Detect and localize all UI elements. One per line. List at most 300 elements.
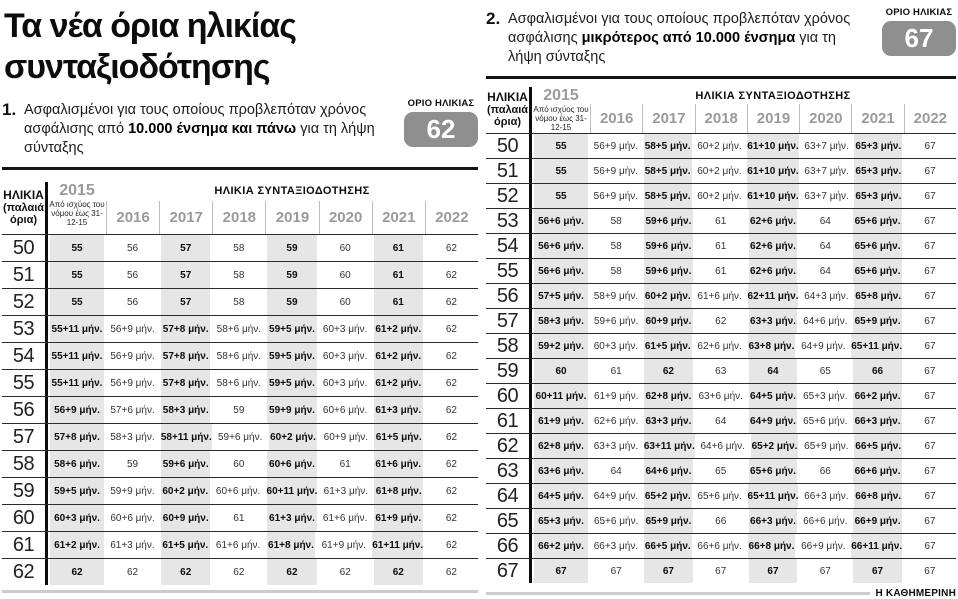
value-cell: 63+3 μήν. (593, 440, 639, 452)
value-cell: 63+7 μήν. (804, 140, 849, 152)
table-row (486, 333, 956, 358)
table-row (486, 483, 956, 508)
value-cell: 58 (610, 215, 622, 227)
value-cell: 61+6 μήν. (697, 290, 742, 302)
value-cell: 66+5 μήν. (642, 534, 694, 558)
age-cell: 67 (486, 559, 532, 583)
value-cell: 62 (445, 512, 457, 524)
note-text-bold: μικρότερος από 10.000 ένσημα (581, 30, 796, 46)
age-limit-badge: 67 (882, 21, 956, 56)
value-cell: 62 (127, 566, 139, 578)
age-cell: 51 (486, 159, 532, 183)
value-cell: 59+6 μήν. (593, 315, 639, 327)
value-cell: 62 (445, 350, 457, 362)
table-row (2, 234, 478, 261)
value-cell: 65+9 μήν. (642, 509, 694, 533)
value-cell: 61+3 μήν. (265, 505, 318, 531)
year-header: 2019 (747, 104, 799, 133)
value-cell: 59+6 μήν. (159, 451, 212, 477)
age-cell: 61 (2, 532, 48, 558)
table-row (2, 369, 478, 396)
value-cell: 56+9 μήν. (593, 165, 639, 177)
value-cell: 67 (924, 240, 936, 252)
value-cell: 66 (851, 359, 903, 383)
table-row (486, 133, 956, 158)
age-limit-badge: 62 (404, 112, 478, 147)
age-cell: 58 (2, 451, 48, 477)
table-row (486, 258, 956, 283)
value-cell: 56 (127, 242, 139, 254)
value-cell: 58+5 μήν. (642, 134, 694, 158)
value-cell: 65+9 μήν. (851, 309, 903, 333)
value-cell: 59+5 μήν. (48, 478, 106, 504)
value-cell: 58+3 μήν. (110, 431, 155, 443)
value-cell: 62 (715, 315, 727, 327)
value-cell: 55 (48, 235, 106, 261)
age-cell: 62 (2, 559, 48, 585)
value-cell: 64 (747, 359, 799, 383)
age-cell: 57 (2, 424, 48, 450)
year-header: 2016 (590, 104, 642, 133)
value-cell: 66+3 μήν. (593, 540, 639, 552)
value-cell: 67 (924, 190, 936, 202)
value-cell: 60+9 μήν. (159, 505, 212, 531)
note-2-text (508, 10, 870, 67)
year-header: 2017 (642, 104, 694, 133)
age-cell: 61 (486, 409, 532, 433)
value-cell: 67 (924, 290, 936, 302)
value-cell: 61+2 μήν. (372, 316, 425, 342)
value-cell: 65+6 μήν. (851, 259, 903, 283)
note-1 (2, 98, 478, 170)
note-text-segment: Ασφαλισμένοι για τους οποίους προβλεπόταν χρόνος ασφάλισης (508, 11, 851, 46)
value-cell: 57 (159, 235, 212, 261)
value-cell: 66+11 μήν. (849, 534, 904, 558)
value-cell: 61+2 μήν. (372, 370, 425, 396)
value-cell: 66 (715, 515, 727, 527)
note-2 (486, 7, 956, 79)
value-cell: 56+9 μήν. (593, 190, 639, 202)
value-cell: 55 (532, 159, 590, 183)
value-cell: 62 (233, 566, 245, 578)
value-cell: 59 (127, 458, 139, 470)
table-row (2, 531, 478, 558)
value-cell: 58+6 μήν. (216, 377, 262, 389)
value-cell: 64+5 μήν. (747, 384, 799, 408)
value-cell: 65+9 μήν. (804, 440, 849, 452)
value-cell: 58+3 μήν. (532, 309, 590, 333)
value-cell: 62 (445, 458, 457, 470)
value-cell: 64+9 μήν. (747, 409, 799, 433)
year-header: 2016 (106, 201, 159, 234)
table-row (486, 433, 956, 458)
value-cell: 61+5 μήν. (372, 424, 425, 450)
year-2015-label: 2015 (543, 87, 579, 104)
value-cell: 60+3 μήν. (322, 377, 368, 389)
value-cell: 57+5 μήν. (532, 284, 590, 308)
value-cell: 65+6 μήν. (851, 234, 903, 258)
year-header: 2020 (799, 104, 851, 133)
value-cell: 62 (445, 377, 457, 389)
note-text-segment: Ασφαλισμένοι για τους οποίους προβλεπόταν χρόνος ασφάλισης από (24, 102, 367, 137)
value-cell: 63+7 μήν. (804, 190, 849, 202)
age-cell: 52 (486, 184, 532, 208)
value-cell: 65 (819, 365, 831, 377)
value-cell: 62+6 μήν. (747, 209, 799, 233)
value-cell: 60+3 μήν. (48, 505, 106, 531)
value-cell: 58+3 μήν. (159, 397, 212, 423)
value-cell: 59 (265, 262, 318, 288)
col-2015-header (48, 182, 106, 234)
value-cell: 60+3 μήν. (593, 340, 639, 352)
year-header: 2022 (425, 201, 478, 234)
page-title: Τα νέα όρια ηλικίας συνταξιοδότησης (4, 7, 296, 86)
value-cell: 60+2 μήν. (642, 284, 694, 308)
table-header (2, 182, 478, 234)
value-cell: 55+11 μήν. (48, 343, 106, 369)
year-header: 2018 (212, 201, 265, 234)
value-cell: 60+2 μήν. (159, 478, 212, 504)
table-row (486, 308, 956, 333)
value-cell: 61+5 μήν. (642, 334, 694, 358)
value-cell: 58+6 μήν. (216, 350, 262, 362)
value-cell: 62+11 μήν. (746, 284, 801, 308)
value-cell: 60+6 μήν. (322, 404, 368, 416)
value-cell: 61+8 μήν. (372, 478, 425, 504)
value-cell: 61+5 μήν. (159, 532, 212, 558)
value-cell: 62 (642, 359, 694, 383)
credit: Η ΚΑΘΗΜΕΡΙΝΗ (875, 588, 956, 599)
value-cell: 66+5 μήν. (852, 434, 904, 458)
age-header-line2: (παλαιά όρια) (2, 201, 45, 226)
panel-table-1 (0, 0, 478, 598)
value-cell: 59+6 μήν. (642, 234, 694, 258)
table-row (486, 533, 956, 558)
table-row (486, 508, 956, 533)
table-row (486, 208, 956, 233)
value-cell: 59+9 μήν. (110, 485, 155, 497)
value-cell: 62+6 μήν. (747, 234, 799, 258)
value-cell: 61 (610, 365, 622, 377)
value-cell: 67 (924, 515, 936, 527)
value-cell: 58+6 μήν. (216, 323, 262, 335)
age-cell: 56 (2, 397, 48, 423)
value-cell: 62+6 μήν. (697, 340, 742, 352)
table-row (486, 233, 956, 258)
retirement-age-span-header: ΗΛΙΚΙΑ ΣΥΝΤΑΞΙΟΔΟΤΗΣΗΣ (214, 185, 370, 197)
value-cell: 65 (715, 465, 727, 477)
value-cell: 61 (372, 289, 425, 315)
value-cell: 59+5 μήν. (265, 343, 318, 369)
table-row (2, 423, 478, 450)
value-cell: 60+9 μήν. (323, 431, 369, 443)
value-cell: 66+3 μήν. (747, 509, 799, 533)
value-cell: 58+5 μήν. (642, 184, 694, 208)
value-cell: 60+2 μήν. (697, 140, 742, 152)
value-cell: 61+8 μήν. (265, 532, 318, 558)
value-cell: 59+6 μήν. (217, 431, 263, 443)
value-cell: 67 (610, 565, 622, 577)
age-cell: 50 (486, 134, 532, 158)
value-cell: 66+9 μήν. (801, 540, 846, 552)
table-row (486, 358, 956, 383)
age-cell: 66 (486, 534, 532, 558)
value-cell: 62 (445, 323, 457, 335)
value-cell: 67 (924, 415, 936, 427)
value-cell: 61+10 μήν. (745, 134, 800, 158)
age-cell: 59 (2, 478, 48, 504)
col-2015-subtext: Από ισχύος του νόμου έως 31-12-15 (49, 200, 105, 227)
value-cell: 65+8 μήν. (852, 284, 904, 308)
year-header: 2019 (265, 201, 318, 234)
note-2-number: 2. (486, 9, 501, 28)
value-cell: 62 (446, 431, 458, 443)
value-cell: 55 (532, 184, 590, 208)
value-cell: 67 (532, 559, 590, 583)
value-cell: 61+6 μήν. (322, 512, 368, 524)
age-cell: 65 (486, 509, 532, 533)
value-cell: 66+6 μήν. (851, 459, 903, 483)
value-cell: 56 (127, 269, 139, 281)
value-cell: 59+9 μήν. (265, 397, 318, 423)
note-text-bold: 10.000 ένσημα και πάνω (128, 121, 297, 137)
age-cell: 56 (486, 284, 532, 308)
value-cell: 65+11 μήν. (849, 334, 904, 358)
table-row (2, 396, 478, 423)
value-cell: 67 (924, 490, 936, 502)
value-cell: 64+3 μήν. (804, 290, 849, 302)
value-cell: 64+5 μήν. (532, 484, 590, 508)
panel-table-2 (478, 0, 958, 598)
value-cell: 62 (445, 566, 457, 578)
value-cell: 67 (924, 140, 936, 152)
col-2015-subtext: Από ισχύος του νόμου έως 31-12-15 (533, 105, 589, 132)
table-row (2, 288, 478, 315)
value-cell: 65+3 μήν. (852, 134, 904, 158)
year-header: 2022 (904, 104, 956, 133)
age-header-line1: ΗΛΙΚΙΑ (3, 187, 44, 202)
year-header: 2021 (372, 201, 425, 234)
table-row (486, 558, 956, 583)
table-row (486, 183, 956, 208)
value-cell: 60+6 μήν. (215, 485, 261, 497)
age-cell: 54 (486, 234, 532, 258)
value-cell: 65+3 μήν. (852, 184, 904, 208)
value-cell: 63+3 μήν. (747, 309, 799, 333)
age-cell: 64 (486, 484, 532, 508)
value-cell: 60+3 μήν. (322, 350, 368, 362)
value-cell: 62 (265, 559, 318, 585)
value-cell: 60+11 μήν. (265, 478, 320, 504)
age-header-line2: (παλαιά όρια) (486, 103, 529, 128)
value-cell: 65+6 μήν. (697, 490, 742, 502)
value-cell: 67 (851, 559, 903, 583)
value-cell: 61 (233, 512, 245, 524)
divider-bar (2, 590, 478, 593)
value-cell: 63+3 μήν. (642, 409, 694, 433)
value-cell: 57+8 μήν. (159, 343, 212, 369)
age-cell: 62 (486, 434, 532, 458)
table-row (486, 158, 956, 183)
value-cell: 61 (715, 240, 727, 252)
value-cell: 64 (819, 240, 831, 252)
table-row (2, 315, 478, 342)
value-cell: 63 (715, 365, 727, 377)
year-header: 2017 (159, 201, 212, 234)
age-limit-block-1 (404, 98, 478, 147)
value-cell: 61+6 μήν. (215, 539, 261, 551)
value-cell: 67 (924, 215, 936, 227)
value-cell: 60 (339, 296, 351, 308)
value-cell: 60+2 μήν. (267, 424, 320, 450)
value-cell: 61+3 μήν. (323, 485, 369, 497)
value-cell: 62 (159, 559, 212, 585)
value-cell: 65+2 μήν. (642, 484, 694, 508)
value-cell: 63+8 μήν. (746, 334, 798, 358)
value-cell: 64 (819, 265, 831, 277)
value-cell: 60+2 μήν. (697, 190, 742, 202)
age-column-header (486, 87, 532, 133)
value-cell: 65+11 μήν. (746, 484, 801, 508)
value-cell: 64+9 μήν. (593, 490, 639, 502)
value-cell: 62 (372, 559, 425, 585)
value-cell: 67 (924, 315, 936, 327)
value-cell: 61 (372, 235, 425, 261)
value-cell: 59+6 μήν. (642, 259, 694, 283)
retirement-age-span-header: ΗΛΙΚΙΑ ΣΥΝΤΑΞΙΟΔΟΤΗΣΗΣ (695, 90, 851, 102)
value-cell: 62+8 μήν. (642, 384, 694, 408)
value-cell: 61+3 μήν. (110, 539, 155, 551)
table-row (2, 504, 478, 531)
value-cell: 64+6 μήν. (642, 459, 694, 483)
value-cell: 61+11 μήν. (370, 532, 425, 558)
value-cell: 65+3 μήν. (803, 390, 848, 402)
value-cell: 62 (445, 269, 457, 281)
value-cell: 65+6 μήν. (593, 515, 639, 527)
age-cell: 55 (2, 370, 48, 396)
age-cell: 50 (2, 235, 48, 261)
value-cell: 67 (924, 465, 936, 477)
value-cell: 62+8 μήν. (532, 434, 590, 458)
age-header-line1: ΗΛΙΚΙΑ (487, 89, 528, 104)
age-limit-block-2 (882, 7, 956, 56)
value-cell: 59+6 μήν. (642, 209, 694, 233)
value-cell: 65+2 μήν. (749, 434, 801, 458)
value-cell: 60 (339, 269, 351, 281)
value-cell: 61 (339, 458, 351, 470)
age-cell: 60 (2, 505, 48, 531)
value-cell: 62 (446, 485, 458, 497)
value-cell: 56+9 μήν. (110, 377, 155, 389)
value-cell: 57+6 μήν. (110, 404, 155, 416)
value-cell: 66 (819, 465, 831, 477)
value-cell: 59+5 μήν. (265, 370, 318, 396)
value-cell: 57+8 μήν. (159, 370, 212, 396)
value-cell: 58 (233, 242, 245, 254)
value-cell: 67 (924, 265, 936, 277)
value-cell: 61+9 μήν. (593, 390, 639, 402)
value-cell: 60+11 μήν. (532, 384, 590, 408)
value-cell: 60+6 μήν. (110, 512, 155, 524)
table-row (486, 458, 956, 483)
value-cell: 67 (924, 440, 936, 452)
value-cell: 64+6 μήν. (700, 440, 745, 452)
value-cell: 58+9 μήν. (593, 290, 639, 302)
credit-row (486, 588, 956, 599)
year-2015-label: 2015 (59, 182, 95, 199)
value-cell: 61+10 μήν. (745, 184, 800, 208)
value-cell: 65+3 μήν. (532, 509, 590, 533)
value-cell: 64 (715, 415, 727, 427)
age-cell: 63 (486, 459, 532, 483)
value-cell: 63+11 μήν. (642, 434, 697, 458)
value-cell: 56 (127, 296, 139, 308)
note-text-segment: για τη λήψη σύνταξης (508, 30, 836, 65)
age-column-header (2, 182, 48, 234)
value-cell: 59+5 μήν. (265, 316, 318, 342)
value-cell: 66+2 μήν. (532, 534, 590, 558)
value-cell: 56+6 μήν. (532, 259, 590, 283)
value-cell: 63+7 μήν. (804, 165, 849, 177)
value-cell: 64 (610, 465, 622, 477)
value-cell: 61 (372, 262, 425, 288)
value-cell: 63+6 μήν. (532, 459, 590, 483)
col-2015-header (532, 87, 590, 133)
age-limit-label: ΟΡΙΟ ΗΛΙΚΙΑΣ (407, 98, 475, 109)
value-cell: 62 (48, 559, 106, 585)
value-cell: 55 (48, 289, 106, 315)
value-cell: 60+6 μήν. (265, 451, 318, 477)
value-cell: 56+9 μήν. (593, 140, 639, 152)
value-cell: 61+9 μήν. (372, 505, 425, 531)
value-cell: 62+6 μήν. (747, 259, 799, 283)
value-cell: 58+11 μήν. (159, 424, 214, 450)
value-cell: 61+9 μήν. (532, 409, 590, 433)
value-cell: 58+5 μήν. (642, 159, 694, 183)
note-1-number: 1. (2, 100, 17, 119)
value-cell: 66+2 μήν. (851, 384, 903, 408)
value-cell: 61+2 μήν. (48, 532, 106, 558)
value-cell: 65+6 μήν. (747, 459, 799, 483)
value-cell: 66+6 μήν. (803, 515, 848, 527)
value-cell: 66+9 μήν. (851, 509, 903, 533)
value-cell: 62 (445, 404, 457, 416)
value-cell: 61+10 μήν. (745, 159, 800, 183)
value-cell: 62 (445, 296, 457, 308)
value-cell: 56+6 μήν. (532, 234, 590, 258)
value-cell: 60 (532, 359, 590, 383)
value-cell: 55+11 μήν. (48, 316, 106, 342)
value-cell: 58+6 μήν. (48, 451, 106, 477)
note-text-segment: για τη λήψη σύνταξης (24, 121, 375, 156)
value-cell: 67 (819, 565, 831, 577)
age-cell: 52 (2, 289, 48, 315)
value-cell: 59 (265, 289, 318, 315)
value-cell: 57 (159, 262, 212, 288)
value-cell: 67 (924, 165, 936, 177)
age-cell: 57 (486, 309, 532, 333)
value-cell: 67 (747, 559, 799, 583)
value-cell: 57+8 μήν. (48, 424, 106, 450)
age-cell: 55 (486, 259, 532, 283)
table-row (486, 408, 956, 433)
value-cell: 67 (924, 340, 936, 352)
table-row (2, 558, 478, 585)
value-cell: 65+6 μήν. (851, 209, 903, 233)
value-cell: 66+3 μήν. (804, 490, 849, 502)
value-cell: 59+2 μήν. (532, 334, 590, 358)
value-cell: 64 (819, 215, 831, 227)
